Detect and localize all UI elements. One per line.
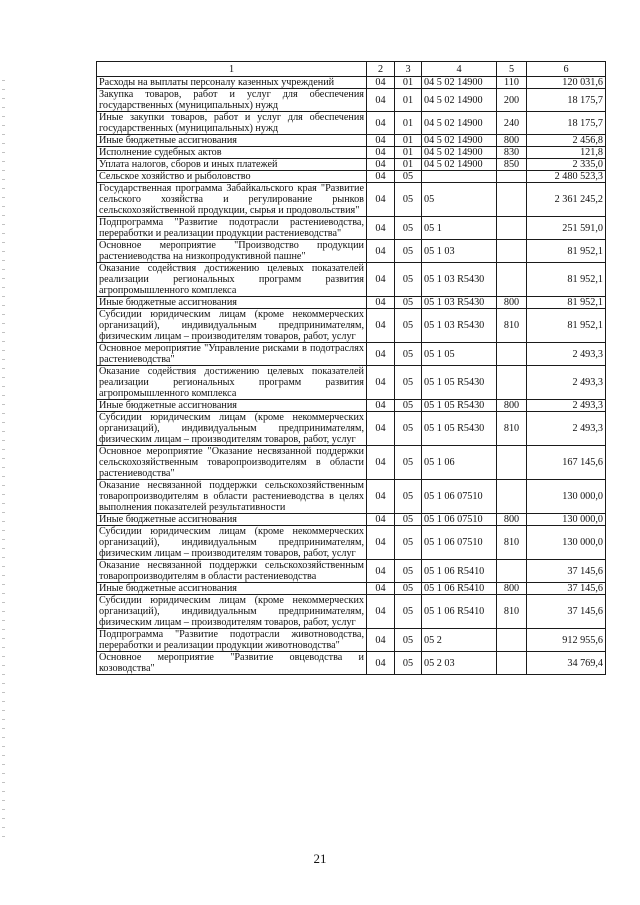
row-target-article-cell: 05 1 03 R5430 [422,297,497,309]
row-amount-cell: 251 591,0 [527,217,606,240]
row-name-cell: Иные бюджетные ассигнования [97,135,367,147]
row-amount-cell: 2 493,3 [527,412,606,446]
row-section-cell: 04 [367,77,395,89]
row-target-article-cell: 05 1 [422,217,497,240]
row-section-cell: 04 [367,514,395,526]
row-amount-cell: 130 000,0 [527,514,606,526]
row-target-article-cell: 05 [422,183,497,217]
row-name-cell: Иные бюджетные ассигнования [97,583,367,595]
row-subsection-cell: 05 [395,446,422,480]
table-row [97,343,606,366]
row-target-article-cell: 04 5 02 14900 [422,147,497,159]
row-amount-cell: 2 361 245,2 [527,183,606,217]
row-section-cell: 04 [367,526,395,560]
table-row [97,629,606,652]
row-expense-type-cell [497,560,527,583]
row-name-cell: Подпрограмма "Развитие подотрасли растениеводства, переработки и реализации продукции растениеводства" [97,217,367,240]
row-name-cell: Иные закупки товаров, работ и услуг для обеспечения государственных (муниципальных) нужд [97,112,367,135]
row-section-cell: 04 [367,263,395,297]
row-subsection-cell: 01 [395,135,422,147]
table-row [97,560,606,583]
row-target-article-cell: 05 1 03 R5430 [422,309,497,343]
row-target-article-cell [422,171,497,183]
row-amount-cell: 81 952,1 [527,263,606,297]
row-name-cell: Оказание несвязанной поддержки сельскохозяйственным товаропроизводителям в области растениеводства [97,560,367,583]
row-subsection-cell: 05 [395,309,422,343]
table-row [97,89,606,112]
row-name-cell: Иные бюджетные ассигнования [97,297,367,309]
row-name-cell: Субсидии юридическим лицам (кроме некоммерческих организаций), индивидуальным предпринимателям, физическим лицам – производителям товаров, работ, услуг [97,595,367,629]
row-target-article-cell: 05 1 06 R5410 [422,595,497,629]
table-row [97,309,606,343]
row-amount-cell: 2 493,3 [527,343,606,366]
row-expense-type-cell [497,343,527,366]
table-header-row [97,62,606,77]
row-subsection-cell: 05 [395,240,422,263]
row-section-cell: 04 [367,171,395,183]
row-amount-cell: 130 000,0 [527,480,606,514]
row-name-cell: Подпрограмма "Развитие подотрасли животноводства, переработки и реализации продукции животноводства" [97,629,367,652]
row-subsection-cell: 05 [395,595,422,629]
row-section-cell: 04 [367,183,395,217]
table-row [97,217,606,240]
row-target-article-cell: 05 1 05 [422,343,497,366]
row-amount-cell: 120 031,6 [527,77,606,89]
row-expense-type-cell: 800 [497,400,527,412]
row-target-article-cell: 05 2 [422,629,497,652]
header-col-4: 4 [422,62,497,77]
row-amount-cell: 2 456,8 [527,135,606,147]
row-amount-cell: 18 175,7 [527,89,606,112]
row-expense-type-cell [497,240,527,263]
row-amount-cell: 81 952,1 [527,240,606,263]
row-amount-cell: 130 000,0 [527,526,606,560]
row-name-cell: Расходы на выплаты персоналу казенных учреждений [97,77,367,89]
row-name-cell: Оказание несвязанной поддержки сельскохозяйственным товаропроизводителям в области растениеводства в целях выполнения показателей результативности [97,480,367,514]
row-target-article-cell: 05 1 06 [422,446,497,480]
row-name-cell: Исполнение судебных актов [97,147,367,159]
row-section-cell: 04 [367,560,395,583]
row-expense-type-cell [497,446,527,480]
row-amount-cell: 121,8 [527,147,606,159]
row-subsection-cell: 05 [395,297,422,309]
table-row [97,77,606,89]
row-name-cell: Оказание содействия достижению целевых показателей реализации региональных программ развития агропромышленного комплекса [97,263,367,297]
row-target-article-cell: 05 1 03 R5430 [422,263,497,297]
row-section-cell: 04 [367,159,395,171]
row-subsection-cell: 05 [395,514,422,526]
row-name-cell: Основное мероприятие "Производство продукции растениеводства на низкопродуктивной пашне" [97,240,367,263]
row-expense-type-cell: 200 [497,89,527,112]
row-name-cell: Иные бюджетные ассигнования [97,514,367,526]
row-name-cell: Закупка товаров, работ и услуг для обеспечения государственных (муниципальных) нужд [97,89,367,112]
row-expense-type-cell: 110 [497,77,527,89]
row-name-cell: Оказание содействия достижению целевых показателей реализации региональных программ развития агропромышленного комплекса [97,366,367,400]
row-section-cell: 04 [367,217,395,240]
row-section-cell: 04 [367,480,395,514]
table-row [97,400,606,412]
table-row [97,240,606,263]
row-target-article-cell: 05 1 06 07510 [422,526,497,560]
row-section-cell: 04 [367,135,395,147]
row-target-article-cell: 05 1 05 R5430 [422,412,497,446]
header-col-2: 2 [367,62,395,77]
table-row [97,446,606,480]
row-subsection-cell: 05 [395,171,422,183]
row-subsection-cell: 05 [395,183,422,217]
row-expense-type-cell: 800 [497,583,527,595]
table-row [97,366,606,400]
row-subsection-cell: 01 [395,89,422,112]
row-subsection-cell: 05 [395,366,422,400]
row-name-cell: Субсидии юридическим лицам (кроме некоммерческих организаций), индивидуальным предпринимателям, физическим лицам – производителям товаров, работ, услуг [97,309,367,343]
row-target-article-cell: 04 5 02 14900 [422,77,497,89]
row-subsection-cell: 05 [395,629,422,652]
row-amount-cell: 34 769,4 [527,652,606,675]
row-section-cell: 04 [367,366,395,400]
row-expense-type-cell: 810 [497,526,527,560]
row-target-article-cell: 04 5 02 14900 [422,112,497,135]
row-subsection-cell: 05 [395,263,422,297]
row-section-cell: 04 [367,297,395,309]
row-amount-cell: 37 145,6 [527,560,606,583]
row-expense-type-cell [497,171,527,183]
row-target-article-cell: 05 1 03 [422,240,497,263]
row-section-cell: 04 [367,446,395,480]
budget-table [96,61,606,675]
row-section-cell: 04 [367,147,395,159]
table-row [97,147,606,159]
row-subsection-cell: 05 [395,560,422,583]
row-section-cell: 04 [367,89,395,112]
row-name-cell: Уплата налогов, сборов и иных платежей [97,159,367,171]
row-subsection-cell: 05 [395,412,422,446]
table-row [97,183,606,217]
table-row [97,412,606,446]
row-name-cell: Основное мероприятие "Оказание несвязанной поддержки сельскохозяйственным товаропроизводителям в области растениеводства" [97,446,367,480]
row-subsection-cell: 01 [395,77,422,89]
row-section-cell: 04 [367,112,395,135]
row-subsection-cell: 05 [395,526,422,560]
table-row [97,135,606,147]
table-row [97,583,606,595]
row-expense-type-cell [497,183,527,217]
row-section-cell: 04 [367,652,395,675]
table-row [97,112,606,135]
row-subsection-cell: 05 [395,343,422,366]
row-expense-type-cell [497,652,527,675]
row-section-cell: 04 [367,412,395,446]
row-target-article-cell: 05 2 03 [422,652,497,675]
table-row [97,297,606,309]
row-expense-type-cell [497,217,527,240]
table-row [97,159,606,171]
row-section-cell: 04 [367,343,395,366]
row-target-article-cell: 05 1 05 R5430 [422,400,497,412]
row-subsection-cell: 05 [395,652,422,675]
row-amount-cell: 2 480 523,3 [527,171,606,183]
row-subsection-cell: 05 [395,217,422,240]
page-number: 21 [313,851,327,866]
row-name-cell: Основное мероприятие "Управление рисками в подотраслях растениеводства" [97,343,367,366]
row-amount-cell: 81 952,1 [527,309,606,343]
row-amount-cell: 81 952,1 [527,297,606,309]
row-target-article-cell: 05 1 06 R5410 [422,583,497,595]
table-row [97,263,606,297]
row-expense-type-cell [497,263,527,297]
row-section-cell: 04 [367,583,395,595]
header-col-6: 6 [527,62,606,77]
table-row [97,652,606,675]
row-subsection-cell: 05 [395,480,422,514]
table-row [97,514,606,526]
row-name-cell: Иные бюджетные ассигнования [97,400,367,412]
row-target-article-cell: 04 5 02 14900 [422,89,497,112]
header-col-5: 5 [497,62,527,77]
row-target-article-cell: 05 1 06 R5410 [422,560,497,583]
row-amount-cell: 912 955,6 [527,629,606,652]
table-row [97,526,606,560]
row-name-cell: Субсидии юридическим лицам (кроме некоммерческих организаций), индивидуальным предпринимателям, физическим лицам – производителям товаров, работ, услуг [97,412,367,446]
row-amount-cell: 18 175,7 [527,112,606,135]
table-body [97,77,606,675]
row-amount-cell: 2 493,3 [527,366,606,400]
row-subsection-cell: 01 [395,147,422,159]
row-subsection-cell: 05 [395,583,422,595]
row-subsection-cell: 05 [395,400,422,412]
table-row [97,595,606,629]
row-subsection-cell: 01 [395,159,422,171]
row-expense-type-cell: 800 [497,297,527,309]
row-target-article-cell: 04 5 02 14900 [422,135,497,147]
row-section-cell: 04 [367,595,395,629]
row-section-cell: 04 [367,629,395,652]
row-expense-type-cell: 810 [497,412,527,446]
row-name-cell: Сельское хозяйство и рыболовство [97,171,367,183]
row-target-article-cell: 05 1 06 07510 [422,480,497,514]
row-amount-cell: 37 145,6 [527,583,606,595]
row-expense-type-cell: 240 [497,112,527,135]
row-expense-type-cell [497,366,527,400]
row-expense-type-cell: 810 [497,595,527,629]
row-target-article-cell: 05 1 05 R5430 [422,366,497,400]
row-name-cell: Государственная программа Забайкальского края "Развитие сельского хозяйства и регулирование рынков сельскохозяйственной продукции, сырья и продовольствия" [97,183,367,217]
row-expense-type-cell: 850 [497,159,527,171]
row-expense-type-cell: 800 [497,135,527,147]
row-expense-type-cell [497,480,527,514]
row-expense-type-cell: 810 [497,309,527,343]
scan-edge-marks [2,80,5,840]
header-col-1: 1 [97,62,367,77]
row-section-cell: 04 [367,400,395,412]
row-target-article-cell: 04 5 02 14900 [422,159,497,171]
row-section-cell: 04 [367,240,395,263]
header-col-3: 3 [395,62,422,77]
row-expense-type-cell: 800 [497,514,527,526]
row-amount-cell: 167 145,6 [527,446,606,480]
row-section-cell: 04 [367,309,395,343]
table-row [97,480,606,514]
row-target-article-cell: 05 1 06 07510 [422,514,497,526]
table-row [97,171,606,183]
row-name-cell: Субсидии юридическим лицам (кроме некоммерческих организаций), индивидуальным предпринимателям, физическим лицам – производителям товаров, работ, услуг [97,526,367,560]
row-amount-cell: 37 145,6 [527,595,606,629]
row-expense-type-cell: 830 [497,147,527,159]
row-amount-cell: 2 493,3 [527,400,606,412]
row-subsection-cell: 01 [395,112,422,135]
row-amount-cell: 2 335,0 [527,159,606,171]
row-name-cell: Основное мероприятие "Развитие овцеводства и козоводства" [97,652,367,675]
row-expense-type-cell [497,629,527,652]
